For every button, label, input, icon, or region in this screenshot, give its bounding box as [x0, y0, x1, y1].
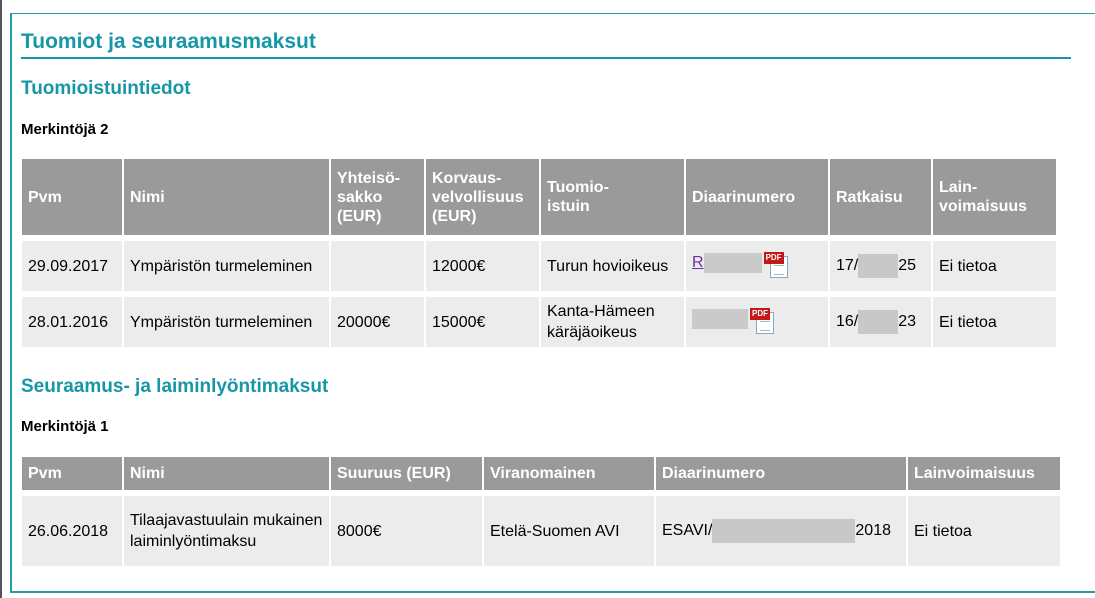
table-row — [22, 297, 1056, 347]
court-table — [20, 159, 1058, 347]
cell-suuruus: 8000€ — [331, 496, 482, 566]
cell-sakko — [331, 241, 424, 291]
col-suuruus: Suuruus (EUR) — [331, 457, 482, 490]
col-lainvoima: Lainvoimaisuus — [908, 457, 1060, 490]
window-edge — [0, 0, 2, 598]
cell-sakko: 20000€ — [331, 297, 424, 347]
cell-diaari — [686, 297, 828, 347]
court-section-title: Tuomioistuintiedot — [21, 78, 191, 99]
pdf-icon[interactable]: PDF — [764, 252, 790, 280]
cell-lainvoima: Ei tietoa — [933, 297, 1056, 347]
col-viranomainen: Viranomainen — [484, 457, 654, 490]
diaari-link[interactable]: R — [692, 254, 762, 271]
col-lainvoima: Lain- voimaisuus — [933, 159, 1056, 235]
pdf-icon[interactable]: PDF — [750, 308, 776, 336]
col-nimi: Nimi — [124, 457, 329, 490]
col-nimi: Nimi — [124, 159, 329, 235]
cell-viranomainen: Etelä-Suomen AVI — [484, 496, 654, 566]
court-record-count: Merkintöjä 2 — [21, 121, 109, 138]
col-korvaus: Korvaus- velvollisuus (EUR) — [426, 159, 539, 235]
cell-diaari — [686, 241, 828, 291]
cell-ratkaisu: 16/ 23 — [830, 297, 931, 347]
court-header-row — [22, 159, 1056, 235]
cell-lainvoima: Ei tietoa — [908, 496, 1060, 566]
col-ratkaisu: Ratkaisu — [830, 159, 931, 235]
table-row — [22, 496, 1060, 566]
fees-header-row — [22, 457, 1060, 490]
table-row — [22, 241, 1056, 291]
col-pvm: Pvm — [22, 457, 122, 490]
cell-diaari: ESAVI/ 2018 — [656, 496, 906, 566]
cell-korvaus: 15000€ — [426, 297, 539, 347]
cell-korvaus: 12000€ — [426, 241, 539, 291]
cell-ratkaisu: 17/ 25 — [830, 241, 931, 291]
fees-table — [20, 457, 1062, 566]
diaari-link[interactable] — [692, 310, 748, 327]
cell-lainvoima: Ei tietoa — [933, 241, 1056, 291]
cell-nimi: Tilaajavastuulain mukainen laiminlyöntimaksu — [124, 496, 329, 566]
cell-nimi: Ympäristön turmeleminen — [124, 297, 329, 347]
col-sakko: Yhteisö- sakko (EUR) — [331, 159, 424, 235]
fees-section-title: Seuraamus- ja laiminlyöntimaksut — [21, 376, 329, 397]
page-title: Tuomiot ja seuraamusmaksut — [21, 30, 1071, 59]
col-pvm: Pvm — [22, 159, 122, 235]
cell-istuin: Turun hovioikeus — [541, 241, 684, 291]
col-istuin: Tuomio- istuin — [541, 159, 684, 235]
cell-pvm: 28.01.2016 — [22, 297, 122, 347]
col-diaari: Diaarinumero — [686, 159, 828, 235]
cell-nimi: Ympäristön turmeleminen — [124, 241, 329, 291]
cell-pvm: 26.06.2018 — [22, 496, 122, 566]
col-diaari: Diaarinumero — [656, 457, 906, 490]
fees-record-count: Merkintöjä 1 — [21, 418, 109, 435]
cell-istuin: Kanta-Hämeen käräjäoikeus — [541, 297, 684, 347]
cell-pvm: 29.09.2017 — [22, 241, 122, 291]
